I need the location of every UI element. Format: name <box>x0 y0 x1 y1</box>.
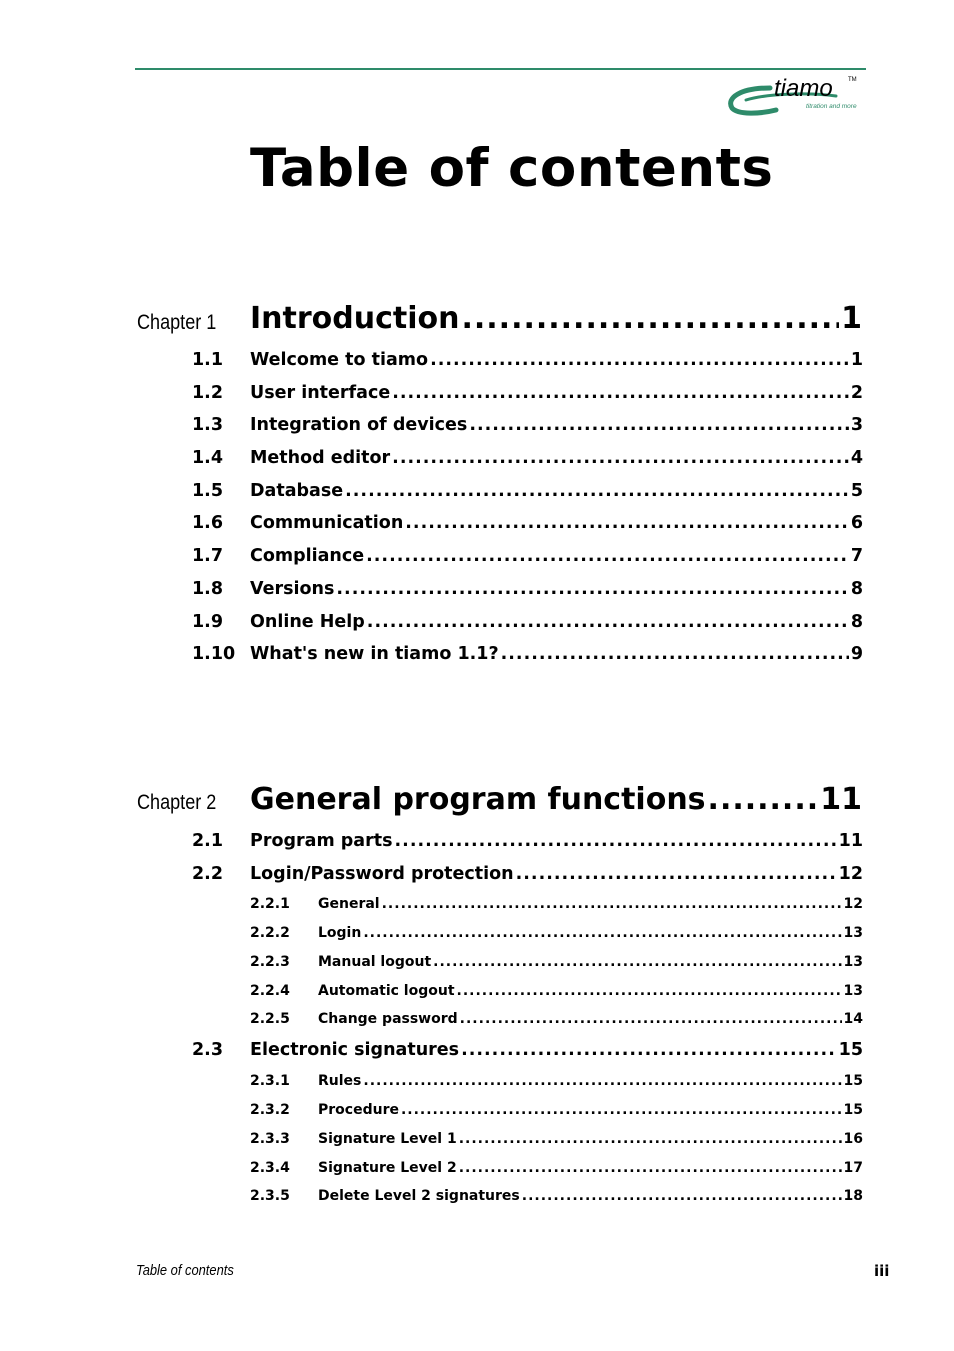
toc-entry-1-5[interactable] <box>192 481 863 501</box>
chapter-1-title: Introduction <box>250 301 460 336</box>
chapter-1-page: 1 <box>841 301 862 336</box>
entry-title: Change password <box>318 1011 458 1027</box>
chapter-2-title: General program functions <box>250 782 706 817</box>
entry-title: Signature Level 2 <box>318 1160 457 1176</box>
dot-leader <box>382 896 842 912</box>
entry-number: 2.2.2 <box>250 925 290 941</box>
dot-leader <box>345 481 849 501</box>
entry-number: 2.3 <box>192 1040 224 1060</box>
dot-leader <box>457 983 842 999</box>
toc-entry-2-3-3[interactable] <box>250 1131 863 1147</box>
entry-number: 1.4 <box>192 448 224 468</box>
logo-tagline: titration and more <box>806 103 857 110</box>
dot-leader <box>461 301 839 336</box>
entry-number: 1.9 <box>192 612 224 632</box>
entry-number: 2.1 <box>192 831 224 851</box>
entry-number: 1.10 <box>192 644 236 664</box>
entry-title: Program parts <box>250 831 393 851</box>
tiamo-logo <box>726 74 866 118</box>
entry-page: 1 <box>850 350 863 370</box>
entry-number: 2.3.5 <box>250 1188 290 1204</box>
entry-page: 18 <box>843 1188 863 1204</box>
entry-page: 15 <box>843 1073 863 1089</box>
toc-entry-2-3-1[interactable] <box>250 1073 863 1089</box>
toc-entry-1-1[interactable] <box>192 350 863 370</box>
dot-leader <box>459 1160 842 1176</box>
header-rule <box>135 68 866 70</box>
page-title: Table of contents <box>250 138 774 199</box>
entry-title: What's new in tiamo 1.1? <box>250 644 499 664</box>
entry-page: 7 <box>850 546 863 566</box>
dot-leader <box>461 1040 837 1060</box>
entry-title: Compliance <box>250 546 365 566</box>
entry-number: 2.3.4 <box>250 1160 290 1176</box>
dot-leader <box>392 448 849 468</box>
toc-entry-1-7[interactable] <box>192 546 863 566</box>
entry-page: 13 <box>843 925 863 941</box>
entry-page: 5 <box>850 481 863 501</box>
entry-title: User interface <box>250 383 391 403</box>
dot-leader <box>516 864 837 884</box>
dot-leader <box>367 612 849 632</box>
dot-leader <box>336 579 848 599</box>
toc-entry-2-2-4[interactable] <box>250 983 863 999</box>
toc-entry-2-2[interactable] <box>192 864 863 884</box>
chapter-2-page: 11 <box>820 782 862 817</box>
entry-number: 1.3 <box>192 415 224 435</box>
entry-number: 2.3.3 <box>250 1131 290 1147</box>
dot-leader <box>433 954 841 970</box>
logo-wordmark: tiamo <box>774 75 833 102</box>
toc-entry-1-8[interactable] <box>192 579 863 599</box>
entry-page: 16 <box>843 1131 863 1147</box>
entry-title: Signature Level 1 <box>318 1131 457 1147</box>
entry-title: Rules <box>318 1073 362 1089</box>
entry-title: Method editor <box>250 448 391 468</box>
dot-leader <box>405 513 849 533</box>
toc-entry-2-2-5[interactable] <box>250 1011 863 1027</box>
entry-title: Manual logout <box>318 954 432 970</box>
footer-label: Table of contents <box>136 1262 234 1279</box>
entry-number: 1.7 <box>192 546 224 566</box>
entry-page: 12 <box>838 864 863 884</box>
entry-page: 13 <box>843 954 863 970</box>
entry-title: Delete Level 2 signatures <box>318 1188 520 1204</box>
dot-leader <box>708 782 819 817</box>
entry-page: 9 <box>850 644 863 664</box>
toc-entry-1-6[interactable] <box>192 513 863 533</box>
dot-leader <box>366 546 849 566</box>
entry-page: 8 <box>850 579 863 599</box>
entry-page: 12 <box>843 896 863 912</box>
toc-entry-2-3-4[interactable] <box>250 1160 863 1176</box>
dot-leader <box>401 1102 842 1118</box>
entry-title: Database <box>250 481 344 501</box>
dot-leader <box>363 925 841 941</box>
entry-number: 1.6 <box>192 513 224 533</box>
toc-entry-1-10[interactable] <box>192 644 863 664</box>
entry-number: 2.2.1 <box>250 896 290 912</box>
dot-leader <box>522 1188 842 1204</box>
entry-number: 2.3.1 <box>250 1073 290 1089</box>
dot-leader <box>363 1073 841 1089</box>
entry-number: 2.2.5 <box>250 1011 290 1027</box>
entry-title: Versions <box>250 579 335 599</box>
entry-page: 14 <box>843 1011 863 1027</box>
entry-title: Login <box>318 925 362 941</box>
entry-number: 1.8 <box>192 579 224 599</box>
entry-title: Integration of devices <box>250 415 468 435</box>
toc-entry-2-2-2[interactable] <box>250 925 863 941</box>
entry-page: 6 <box>850 513 863 533</box>
entry-title: Procedure <box>318 1102 399 1118</box>
toc-entry-2-3-2[interactable] <box>250 1102 863 1118</box>
entry-page: 8 <box>850 612 863 632</box>
entry-page: 2 <box>850 383 863 403</box>
entry-page: 15 <box>843 1102 863 1118</box>
logo-trademark: TM <box>848 77 857 83</box>
footer-page-number: iii <box>874 1262 890 1280</box>
toc-entry-1-3[interactable] <box>192 415 863 435</box>
dot-leader <box>469 415 849 435</box>
toc-entry-2-3-5[interactable] <box>250 1188 863 1204</box>
entry-page: 17 <box>843 1160 863 1176</box>
chapter-2-label: Chapter 2 <box>137 791 217 814</box>
toc-entry-1-9[interactable] <box>192 612 863 632</box>
entry-number: 2.2.3 <box>250 954 290 970</box>
toc-entry-2-2-1[interactable] <box>250 896 863 912</box>
toc-entry-2-1[interactable] <box>192 831 863 851</box>
entry-page: 3 <box>850 415 863 435</box>
entry-title: Electronic signatures <box>250 1040 460 1060</box>
dot-leader <box>392 383 849 403</box>
chapter-1-heading[interactable] <box>250 301 862 336</box>
entry-page: 11 <box>838 831 863 851</box>
entry-number: 1.1 <box>192 350 224 370</box>
toc-entry-1-4[interactable] <box>192 448 863 468</box>
dot-leader <box>501 644 849 664</box>
toc-entry-2-2-3[interactable] <box>250 954 863 970</box>
toc-entry-2-3[interactable] <box>192 1040 863 1060</box>
entry-number: 1.2 <box>192 383 224 403</box>
dot-leader <box>395 831 837 851</box>
chapter-1-label: Chapter 1 <box>137 311 217 334</box>
entry-number: 2.2 <box>192 864 224 884</box>
entry-page: 15 <box>838 1040 863 1060</box>
entry-number: 1.5 <box>192 481 224 501</box>
entry-title: Welcome to tiamo <box>250 350 429 370</box>
entry-title: Online Help <box>250 612 365 632</box>
entry-title: Communication <box>250 513 404 533</box>
dot-leader <box>460 1011 842 1027</box>
chapter-2-heading[interactable] <box>250 782 862 817</box>
entry-page: 4 <box>850 448 863 468</box>
entry-page: 13 <box>843 983 863 999</box>
dot-leader <box>430 350 849 370</box>
toc-entry-1-2[interactable] <box>192 383 863 403</box>
dot-leader <box>459 1131 842 1147</box>
entry-title: General <box>318 896 380 912</box>
entry-number: 2.3.2 <box>250 1102 290 1118</box>
entry-title: Login/Password protection <box>250 864 514 884</box>
entry-number: 2.2.4 <box>250 983 290 999</box>
entry-title: Automatic logout <box>318 983 455 999</box>
